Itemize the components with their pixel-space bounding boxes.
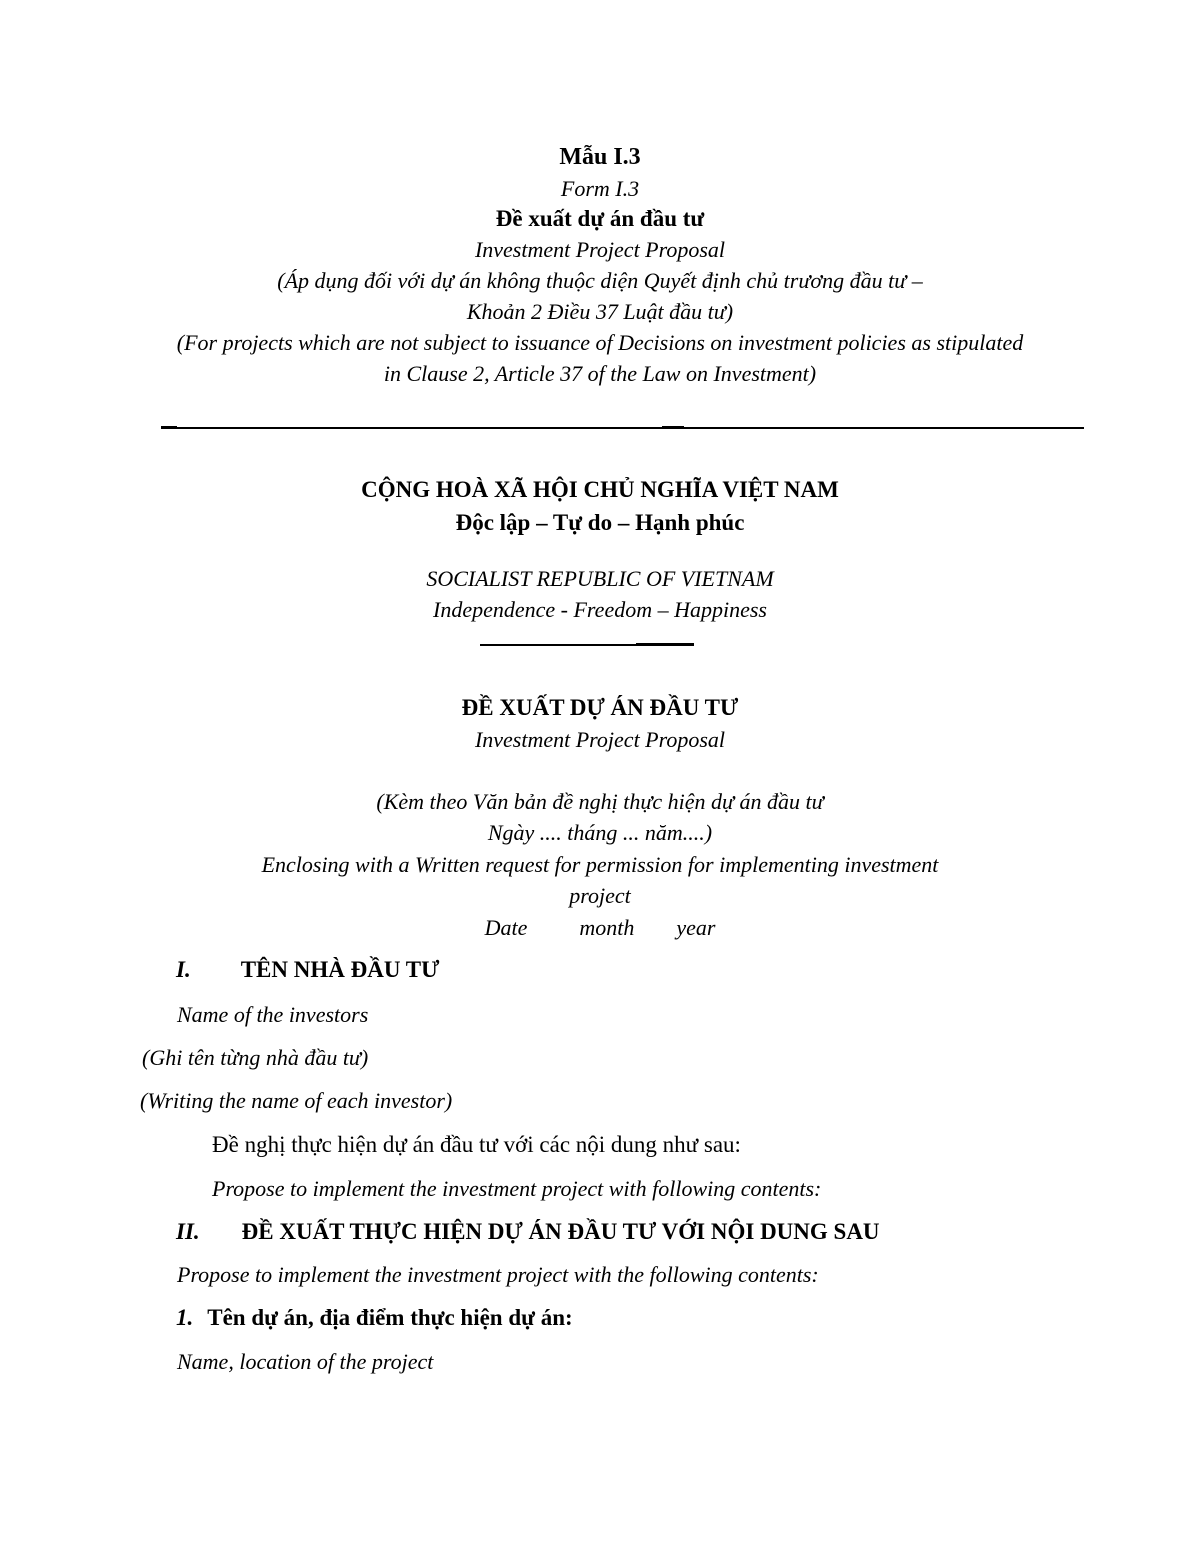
national-motto-en: Independence - Freedom – Happiness xyxy=(433,597,767,622)
section-1-note-vi: (Ghi tên từng nhà đầu tư) xyxy=(142,1045,369,1070)
propose-text-vi: Đề nghị thực hiện dự án đầu tư với các nội dung như sau: xyxy=(212,1132,741,1157)
header-divider-mark-mid xyxy=(662,426,684,429)
enclosing-note-en-line1: Enclosing with a Written request for permission for implementing investment xyxy=(261,852,939,877)
applies-note-vi-line1: (Áp dụng đối với dự án không thuộc diện Quyết định chủ trương đầu tư – xyxy=(277,268,923,293)
applies-note-vi-line2: Khoản 2 Điều 37 Luật đầu tư) xyxy=(466,299,734,324)
form-title-en: Investment Project Proposal xyxy=(474,237,726,262)
year-label: year xyxy=(676,915,716,940)
section-1-note-en: (Writing the name of each investor) xyxy=(140,1088,453,1113)
item-1-number: 1. xyxy=(176,1305,194,1330)
date-label: Date xyxy=(484,915,528,940)
enclosing-note-vi-line1: (Kèm theo Văn bản đề nghị thực hiện dự án đầu tư xyxy=(376,789,824,814)
form-number-en: Form I.3 xyxy=(560,176,640,201)
enclosing-note-en-line2: project xyxy=(569,883,631,908)
section-1-title-en: Name of the investors xyxy=(177,1002,369,1027)
section-1-heading xyxy=(176,957,439,983)
item-1-heading xyxy=(176,1305,573,1331)
enclosing-note-vi-line2: Ngày .... tháng ... năm....) xyxy=(487,820,713,845)
section-2-number: II. xyxy=(176,1219,200,1244)
document-title-vi: ĐỀ XUẤT DỰ ÁN ĐẦU TƯ xyxy=(461,695,739,720)
national-motto-vi: Độc lập – Tự do – Hạnh phúc xyxy=(455,510,745,535)
section-1-number: I. xyxy=(176,957,191,982)
applies-note-en-line1: (For projects which are not subject to issuance of Decisions on investment policies as stipulated xyxy=(176,330,1024,355)
month-label: month xyxy=(579,915,635,940)
form-number-vi: Mẫu I.3 xyxy=(559,144,641,170)
propose-text-en: Propose to implement the investment project with following contents: xyxy=(212,1176,822,1201)
applies-note-en-line2: in Clause 2, Article 37 of the Law on Investment) xyxy=(383,361,817,386)
country-name-vi: CỘNG HOÀ XÃ HỘI CHỦ NGHĨA VIỆT NAM xyxy=(361,477,839,502)
header-divider-mark-left xyxy=(161,426,177,429)
motto-divider-mark xyxy=(636,643,694,646)
form-title-vi: Đề xuất dự án đầu tư xyxy=(495,206,705,231)
country-name-en: SOCIALIST REPUBLIC OF VIETNAM xyxy=(426,566,774,591)
item-1-title-vi: Tên dự án, địa điểm thực hiện dự án: xyxy=(207,1305,573,1330)
section-2-heading xyxy=(176,1219,880,1245)
section-2-title-vi: ĐỀ XUẤT THỰC HIỆN DỰ ÁN ĐẦU TƯ VỚI NỘI DUNG SAU xyxy=(241,1219,880,1244)
section-2-title-en: Propose to implement the investment project with the following contents: xyxy=(177,1262,819,1287)
item-1-title-en: Name, location of the project xyxy=(177,1349,434,1374)
header-divider xyxy=(161,427,1084,429)
date-month-year-line xyxy=(0,915,1200,941)
document-title-en: Investment Project Proposal xyxy=(474,727,726,752)
section-1-title-vi: TÊN NHÀ ĐẦU TƯ xyxy=(240,957,440,982)
